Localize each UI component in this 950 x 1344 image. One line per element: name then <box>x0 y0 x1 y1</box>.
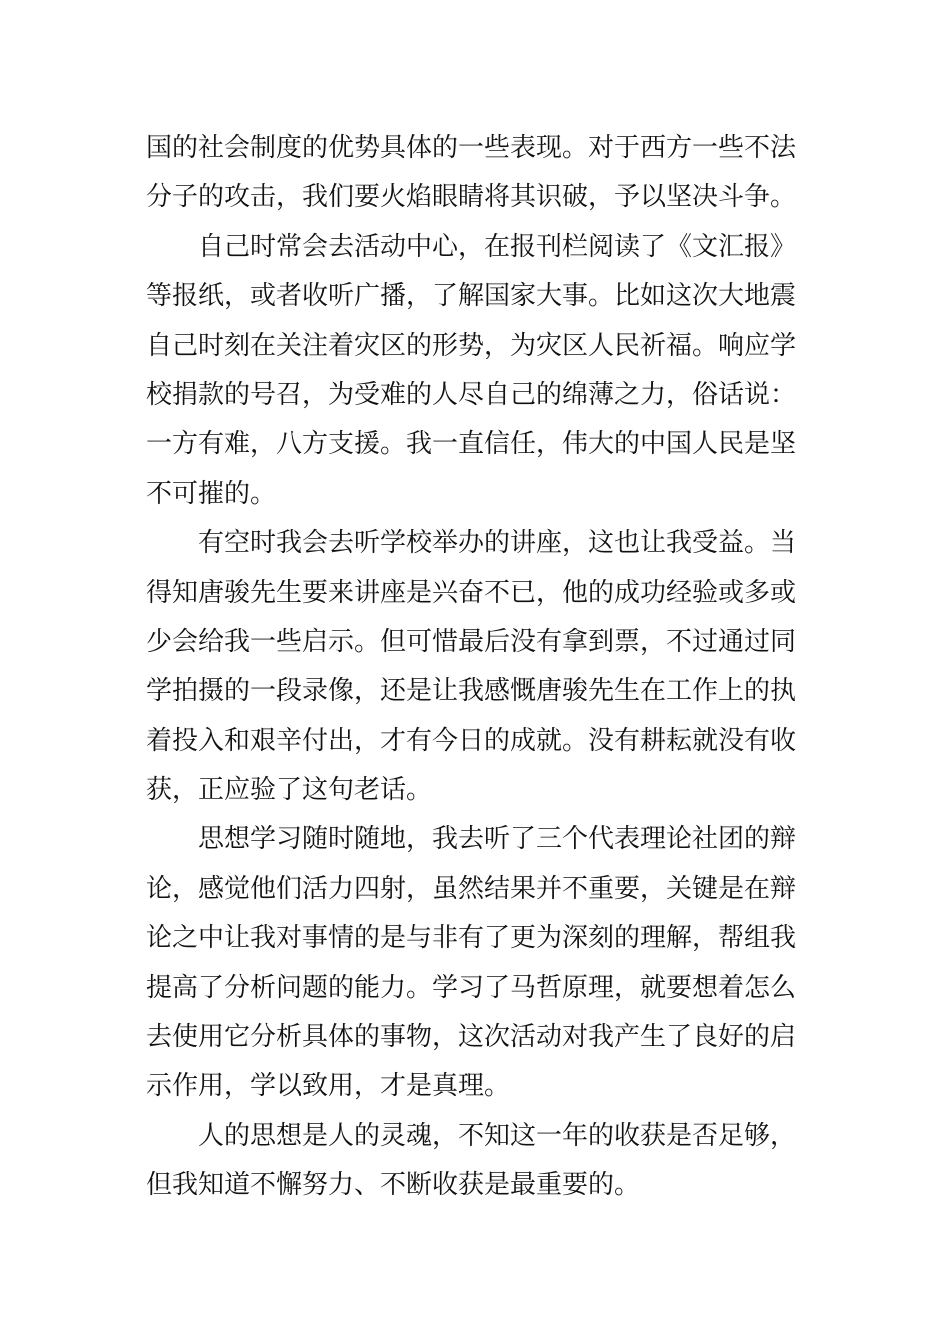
text-line: 着投入和艰辛付出，才有今日的成就。没有耕耘就没有收 <box>146 725 797 756</box>
text-line: 少会给我一些启示。但可惜最后没有拿到票，不过通过同 <box>146 626 797 657</box>
text-line: 得知唐骏先生要来讲座是兴奋不已，他的成功经验或多或 <box>146 577 797 608</box>
text-line: 有空时我会去听学校举办的讲座，这也让我受益。当 <box>198 528 797 559</box>
text-line: 示作用，学以致用，才是真理。 <box>146 1071 511 1102</box>
text-line: 人的思想是人的灵魂，不知这一年的收获是否足够， <box>198 1120 797 1151</box>
text-line: 国的社会制度的优势具体的一些表现。对于西方一些不法 <box>146 133 797 163</box>
text-line: 论，感觉他们活力四射，虽然结果并不重要，关键是在辩 <box>146 873 797 904</box>
text-line: 等报纸，或者收听广播，了解国家大事。比如这次大地震 <box>146 281 797 312</box>
text-line: 思想学习随时随地，我去听了三个代表理论社团的辩 <box>198 824 797 855</box>
text-line: 校捐款的号召，为受难的人尽自己的绵薄之力，俗话说： <box>146 379 797 410</box>
text-line: 去使用它分析具体的事物，这次活动对我产生了良好的启 <box>146 1022 797 1053</box>
text-line: 获，正应验了这句老话。 <box>146 775 433 806</box>
document-body <box>146 124 808 1211</box>
text-line: 但我知道不懈努力、不断收获是最重要的。 <box>146 1170 641 1201</box>
text-line: 自己时常会去活动中心，在报刊栏阅读了《文汇报》 <box>198 231 797 262</box>
text-line: 提高了分析问题的能力。学习了马哲原理，就要想着怎么 <box>146 972 797 1003</box>
text-line: 学拍摄的一段录像，还是让我感慨唐骏先生在工作上的执 <box>146 676 797 707</box>
text-line: 自己时刻在关注着灾区的形势，为灾区人民祈福。响应学 <box>146 330 797 361</box>
text-line: 论之中让我对事情的是与非有了更为深刻的理解，帮组我 <box>146 923 797 954</box>
text-line: 不可摧的。 <box>146 478 277 509</box>
text-line: 分子的攻击，我们要火焰眼睛将其识破，予以坚决斗争。 <box>146 182 797 213</box>
text-line: 一方有难，八方支援。我一直信任，伟大的中国人民是坚 <box>146 429 797 460</box>
